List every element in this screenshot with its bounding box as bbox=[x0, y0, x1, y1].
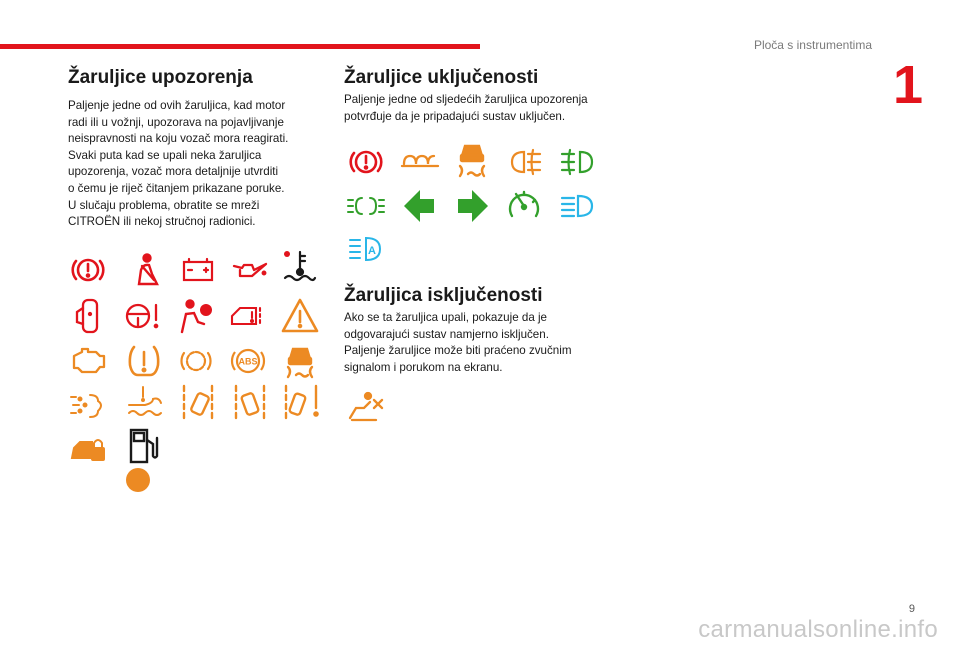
esp-off-icon bbox=[452, 140, 492, 180]
section-title: Ploča s instrumentima bbox=[753, 38, 872, 52]
hazard-triangle-icon bbox=[280, 296, 320, 336]
auto-label: A bbox=[368, 245, 376, 257]
front-fog-light-icon bbox=[558, 142, 598, 182]
diesel-particle-filter-icon bbox=[68, 385, 108, 425]
power-steering-icon bbox=[122, 296, 162, 336]
parking-brake-on-icon bbox=[346, 142, 386, 182]
lane-departure-icon bbox=[178, 382, 218, 422]
seatbelt-icon bbox=[125, 250, 165, 290]
warning-lamps-text: Paljenje jedne od ovih žaruljica, kad motor radi ili u vožnji, upozorava na pojavljivanje neispravnosti na koju vozač mora reagirati. Svaki puta kad se upali neka žaruljica upozorenja, vozač mora detaljnije utvrditi o čemu je riječ čitanjem prikazane poruke. U slučaju problema, obratite se mreži CITROËN ili nekoj stručnoj radionici. bbox=[68, 99, 289, 229]
coolant-temperature-icon bbox=[280, 246, 320, 286]
indicator-off-text: Ako se ta žaruljica upali, pokazuje da je odgovarajući sustav namjerno isključen. Paljenje žaruljice može biti praćeno zvučnim signalom i porukom na ekranu. bbox=[344, 311, 572, 374]
header-accent-bar bbox=[0, 44, 480, 49]
blind-spot-icon bbox=[230, 382, 270, 422]
main-beam-icon bbox=[558, 186, 598, 226]
auto-main-beam-icon bbox=[346, 230, 386, 270]
adblue-warning-icon bbox=[125, 383, 165, 423]
abs-icon bbox=[228, 341, 268, 381]
anti-theft-lock-icon bbox=[68, 428, 108, 468]
indicator-on-text: Paljenje jedne od sljedećih žaruljica upozorenja potvrđuje da je pripadajući sustav uključen. bbox=[344, 93, 588, 123]
engine-check-icon bbox=[68, 341, 108, 381]
indicator-on-heading: Žaruljice uključenosti bbox=[344, 67, 539, 88]
chapter-number: 1 bbox=[893, 55, 924, 115]
low-fuel-dot-icon bbox=[118, 460, 128, 470]
passenger-airbag-off-icon bbox=[346, 386, 386, 426]
sidelights-icon bbox=[346, 186, 386, 226]
indicator-off-heading: Žaruljica isključenosti bbox=[344, 285, 543, 306]
brake-warning-icon bbox=[68, 250, 108, 290]
page-number: 9 bbox=[908, 603, 915, 615]
warning-lamps-heading: Žaruljice upozorenja bbox=[68, 67, 253, 88]
battery-icon bbox=[178, 250, 218, 290]
tailgate-open-icon bbox=[228, 296, 268, 336]
abs-label: ABS bbox=[238, 356, 258, 367]
driver-attention-icon bbox=[282, 382, 322, 422]
oil-pressure-icon bbox=[230, 250, 270, 290]
right-indicator-icon bbox=[452, 186, 492, 226]
left-indicator-icon bbox=[400, 186, 440, 226]
tyre-pressure-icon bbox=[124, 341, 164, 381]
watermark[interactable]: carmanualsonline.info bbox=[698, 616, 938, 643]
glow-plug-icon bbox=[400, 142, 440, 182]
cruise-control-icon bbox=[504, 186, 544, 226]
rear-fog-light-icon bbox=[506, 142, 546, 182]
stability-control-icon bbox=[280, 341, 320, 381]
airbag-icon bbox=[176, 296, 216, 336]
brake-pads-icon bbox=[176, 341, 216, 381]
door-open-icon bbox=[68, 296, 108, 336]
